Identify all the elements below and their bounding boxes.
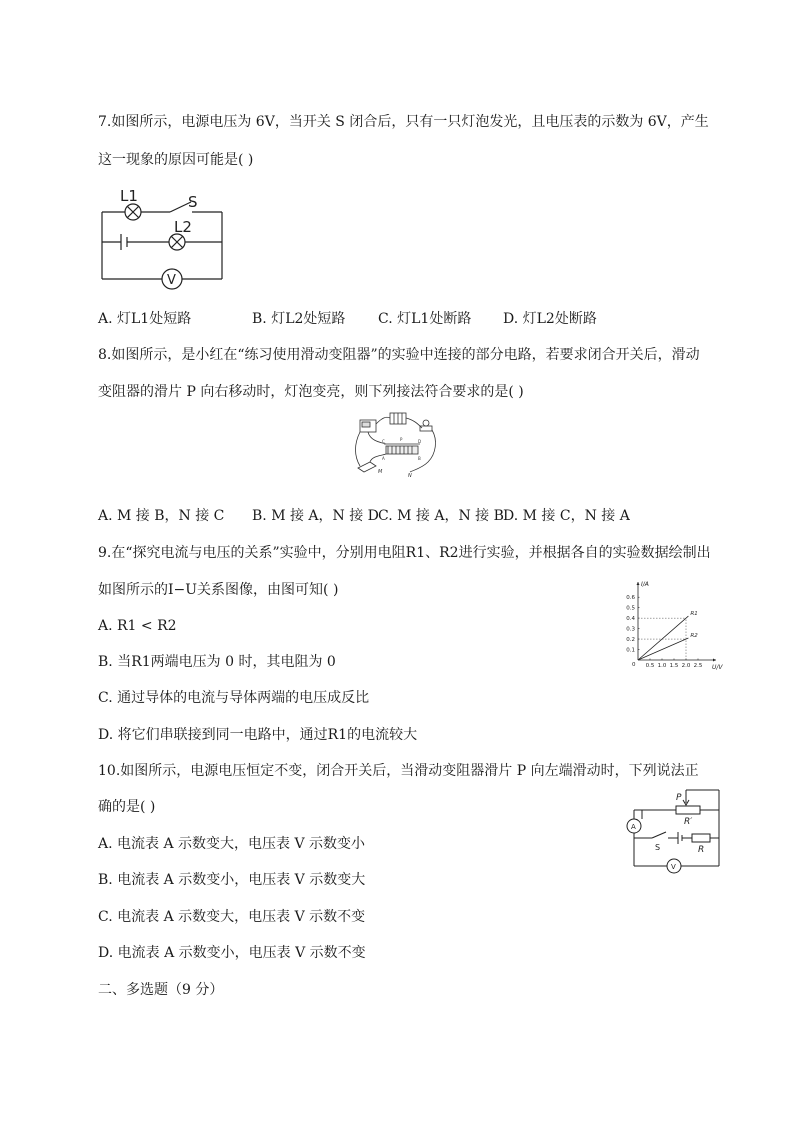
q8-label-p: P (400, 437, 403, 442)
series-line-r2 (638, 638, 688, 660)
q9-option-d[interactable]: D. 将它们串联接到同一电路中，通过R1的电流较大 (98, 727, 418, 743)
q8-label-d: D (418, 439, 422, 444)
origin-label: 0 (632, 662, 636, 668)
q8-label-n: N (408, 473, 412, 479)
y-tick-label-2: 0.3 (626, 626, 635, 633)
q9-stem-line2: 如图所示的I−U关系图像，由图可知( ) (98, 582, 339, 598)
q8-option-a[interactable]: A. M 接 B，N 接 C (98, 508, 225, 524)
section-heading-multi-choice: 二、多选题（9 分） (98, 982, 224, 998)
q10-option-d[interactable]: D. 电流表 A 示数变小，电压表 V 示数不变 (98, 945, 366, 961)
y-tick-label-0: 0.1 (626, 647, 635, 654)
q8-label-b: B (418, 456, 421, 461)
y-axis-label: I/A (641, 581, 649, 588)
q10-label-s: S (655, 843, 661, 852)
q10-circuit-diagram (624, 786, 724, 878)
q7-option-b[interactable]: B. 灯L2处短路 (252, 311, 346, 327)
y-tick-label-3: 0.4 (626, 616, 635, 623)
q7-label-l1: L1 (120, 187, 138, 205)
q10-option-b[interactable]: B. 电流表 A 示数变小，电压表 V 示数变大 (98, 872, 366, 888)
q10-option-a[interactable]: A. 电流表 A 示数变大，电压表 V 示数变小 (98, 836, 366, 852)
y-axis-arrow (637, 582, 640, 585)
x-tick-label-2: 1.5 (669, 663, 679, 669)
x-axis-label: U/V (712, 664, 723, 671)
q9-option-b[interactable]: B. 当R1两端电压为 0 时，其电阻为 0 (98, 654, 336, 670)
y-tick-label-1: 0.2 (626, 637, 635, 644)
q7-stem-line2: 这一现象的原因可能是( ) (98, 152, 254, 168)
series-label-r1: R1 (690, 611, 698, 618)
q10-stem-line2: 确的是( ) (98, 799, 156, 815)
q7-option-d[interactable]: D. 灯L2处断路 (503, 311, 597, 327)
q9-stem-line1: 9.在“探究电流与电压的关系”实验中，分别用电阻R1、R2进行实验，并根据各自的实验数据绘制出 (98, 545, 711, 561)
q8-stem-line1: 8.如图所示，是小红在“练习使用滑动变阻器”的实验中连接的部分电路，若要求闭合开关后，滑动 (98, 347, 700, 363)
q7-stem-line1: 7.如图所示，电源电压为 6V，当开关 S 闭合后，只有一只灯泡发光，且电压表的示数为 6V，产生 (98, 114, 709, 130)
q7-option-c[interactable]: C. 灯L1处断路 (378, 311, 472, 327)
x-tick-label-0: 0.5 (645, 663, 655, 669)
q8-label-m: M (378, 469, 383, 475)
q9-iu-chart (620, 578, 728, 670)
x-tick-label-1: 1.0 (657, 663, 667, 669)
x-axis-arrow (713, 659, 716, 662)
q7-circuit-diagram (95, 185, 235, 288)
q8-option-d[interactable]: D. M 接 C，N 接 A (503, 508, 630, 524)
q7-label-l2: L2 (174, 218, 192, 236)
y-tick-label-4: 0.5 (626, 605, 635, 612)
q10-label-a: A (631, 823, 636, 831)
q9-option-a[interactable]: A. R1 < R2 (98, 618, 177, 634)
q10-label-rprime: R′ (684, 817, 693, 827)
q8-label-c: C (382, 439, 385, 444)
q8-label-a: A (382, 456, 385, 461)
x-tick-label-4: 2.5 (693, 663, 703, 669)
q10-label-v: V (671, 863, 676, 871)
q8-stem-line2: 变阻器的滑片 P 向右移动时，灯泡变亮，则下列接法符合要求的是( ) (98, 384, 524, 400)
q10-label-p: P (676, 793, 682, 803)
q8-apparatus-diagram (352, 410, 442, 482)
series-line-r1 (638, 616, 688, 660)
y-tick-label-5: 0.6 (626, 595, 635, 602)
q10-option-c[interactable]: C. 电流表 A 示数变大，电压表 V 示数不变 (98, 909, 366, 925)
x-tick-label-3: 2.0 (681, 663, 691, 669)
q7-option-a[interactable]: A. 灯L1处短路 (98, 311, 192, 327)
q8-option-c[interactable]: C. M 接 A，N 接 B (378, 508, 504, 524)
q9-option-c[interactable]: C. 通过导体的电流与导体两端的电压成反比 (98, 690, 370, 706)
q7-label-s: S (188, 193, 198, 211)
series-label-r2: R2 (690, 633, 698, 640)
q10-label-r: R (698, 845, 705, 855)
q7-label-v: V (167, 273, 176, 288)
q10-stem-line1: 10.如图所示，电源电压恒定不变，闭合开关后，当滑动变阻器滑片 P 向左端滑动时，下列说法正 (98, 763, 699, 779)
q8-option-b[interactable]: B. M 接 A，N 接 D (252, 508, 379, 524)
